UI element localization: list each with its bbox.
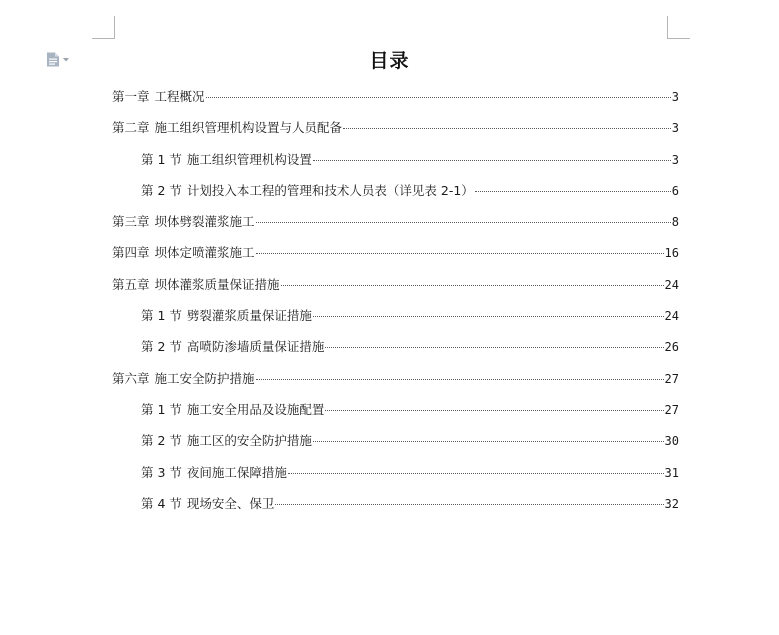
toc-page-number: 31 [664, 465, 679, 480]
toc-entry-number: 第 2 节 [141, 339, 182, 355]
toc-page-number: 27 [664, 402, 679, 417]
toc-entry-title: 劈裂灌浆质量保证措施 [186, 308, 312, 324]
toc-entry-number: 第五章 [112, 276, 150, 292]
toc-entry-title: 施工组织管理机构设置与人员配备 [154, 120, 343, 136]
toc-entry-title: 施工安全防护措施 [154, 370, 255, 386]
toc-entry-title: 夜间施工保障措施 [186, 464, 287, 480]
toc-entry-label [112, 242, 255, 264]
toc-entry-number: 第三章 [112, 214, 150, 230]
toc-section-entry[interactable] [112, 149, 679, 180]
toc-page-number: 3 [671, 121, 679, 136]
toc-entry-title: 坝体定喷灌浆施工 [154, 245, 255, 261]
toc-entry-title: 施工区的安全防护措施 [186, 433, 312, 449]
toc-dot-leader [256, 222, 671, 223]
toc-entry-number: 第四章 [112, 245, 150, 261]
toc-section-entry[interactable] [112, 180, 679, 211]
toc-entry-number: 第 1 节 [141, 308, 182, 324]
toc-entry-label [112, 274, 280, 296]
toc-entry-title: 施工组织管理机构设置 [186, 151, 312, 167]
toc-dot-leader [343, 128, 671, 129]
toc-dot-leader [313, 316, 664, 317]
toc-page-number: 8 [671, 215, 679, 230]
toc-entry-title: 计划投入本工程的管理和技术人员表（详见表 2-1） [186, 182, 474, 198]
toc-section-entry[interactable] [112, 399, 679, 430]
toc-page-number: 24 [664, 277, 679, 292]
toc-chapter-entry[interactable] [112, 86, 679, 117]
toc-entry-label [141, 149, 312, 171]
toc-dot-leader [281, 285, 664, 286]
toc-section-entry[interactable] [112, 493, 679, 524]
toc-section-entry[interactable] [112, 430, 679, 461]
toc-entry-number: 第 1 节 [141, 401, 182, 417]
toc-entry-label [141, 430, 312, 452]
toc-entry-label [141, 462, 287, 484]
toc-entry-number: 第 2 节 [141, 433, 182, 449]
toc-dot-leader [313, 160, 671, 161]
toc-dot-leader [325, 347, 663, 348]
toc-entry-label [112, 117, 342, 139]
toc-dot-leader [313, 441, 664, 442]
toc-entry-title: 工程概况 [154, 89, 205, 104]
toc-section-entry[interactable] [112, 305, 679, 336]
toc-section-entry[interactable] [112, 462, 679, 493]
toc-entry-number: 第一章 [112, 89, 150, 104]
toc-page-number: 27 [664, 371, 679, 386]
toc-entry-label [141, 305, 312, 327]
toc-page-number: 3 [671, 152, 679, 167]
toc-chapter-entry[interactable] [112, 274, 679, 305]
toc-entry-title: 现场安全、保卫 [186, 495, 275, 511]
toc-entry-label [141, 399, 324, 421]
table-of-contents [112, 86, 679, 524]
toc-dot-leader [256, 253, 664, 254]
toc-entry-number: 第 4 节 [141, 495, 182, 511]
toc-entry-title: 施工安全用品及设施配置 [186, 401, 325, 417]
toc-entry-number: 第六章 [112, 370, 150, 386]
toc-page-number: 16 [664, 246, 679, 261]
toc-entry-number: 第二章 [112, 120, 150, 136]
toc-dot-leader [206, 97, 671, 98]
toc-entry-label [141, 180, 474, 202]
toc-chapter-entry[interactable] [112, 242, 679, 273]
toc-page-number: 6 [671, 183, 679, 198]
toc-dot-leader [288, 473, 664, 474]
toc-entry-number: 第 2 节 [141, 182, 182, 198]
toc-chapter-entry[interactable] [112, 368, 679, 399]
toc-page-number: 32 [664, 496, 679, 511]
toc-entry-number: 第 1 节 [141, 151, 182, 167]
toc-chapter-entry[interactable] [112, 211, 679, 242]
toc-page-number: 30 [664, 434, 679, 449]
toc-page-number: 3 [671, 90, 679, 104]
toc-entry-label [112, 211, 255, 233]
toc-entry-label [112, 368, 255, 390]
toc-dot-leader [325, 410, 663, 411]
margin-corner-top-right [667, 16, 690, 39]
toc-section-entry[interactable] [112, 336, 679, 367]
toc-dot-leader [256, 379, 664, 380]
toc-page-number: 26 [664, 340, 679, 355]
toc-entry-title: 坝体灌浆质量保证措施 [154, 276, 280, 292]
toc-dot-leader [475, 191, 671, 192]
toc-entry-title: 坝体劈裂灌浆施工 [154, 214, 255, 230]
toc-entry-number: 第 3 节 [141, 464, 182, 480]
toc-entry-label [141, 493, 274, 515]
margin-corner-top-left [92, 16, 115, 39]
toc-dot-leader [275, 504, 663, 505]
toc-entry-label [112, 86, 205, 108]
toc-chapter-entry[interactable] [112, 117, 679, 148]
toc-title: 目录 [369, 50, 410, 72]
toc-page-number: 24 [664, 309, 679, 324]
toc-entry-label [141, 336, 324, 358]
toc-entry-title: 高喷防渗墙质量保证措施 [186, 339, 325, 355]
